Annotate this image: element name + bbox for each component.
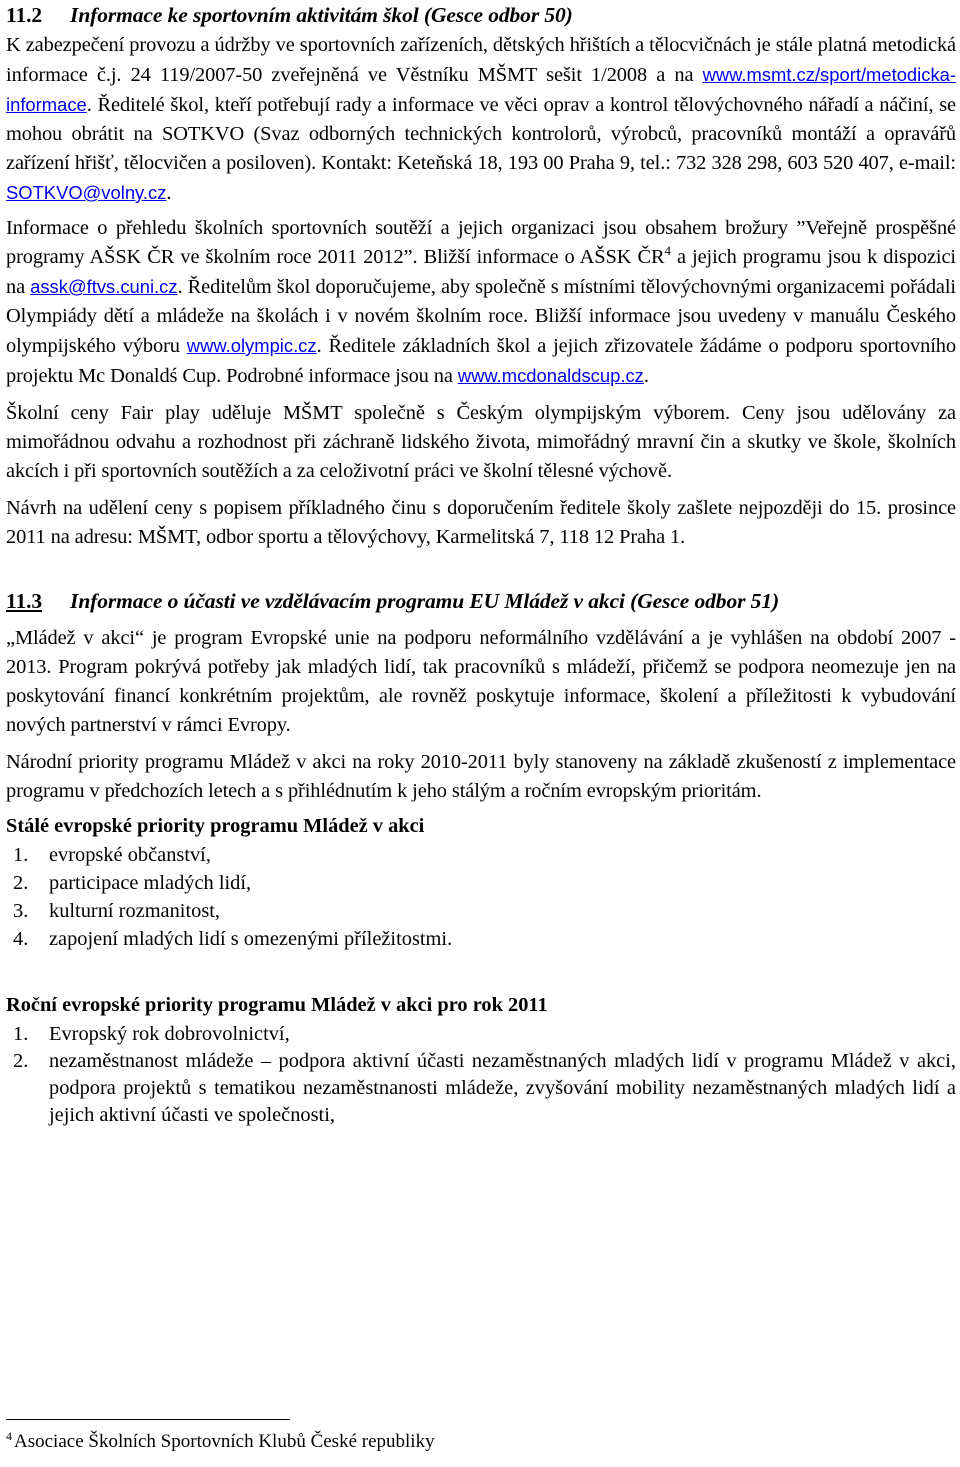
text-run: K zabezpečení provozu a údržby ve sportovních zařízeních, dětských hřištích a tělocvičnách je stále platná metodická informace č.j. 24 119/2007-50 zveřejněná ve Věstníku MŠMT sešit 1/2008 a na [6,34,956,86]
link-olympic[interactable]: www.olympic.cz [186,335,317,356]
list-index: 2. [13,1050,29,1072]
section-title: Informace o účasti ve vzdělávacím programu EU Mládež v akci (Gesce odbor 51) [70,589,780,613]
footnote-reference[interactable]: 4 [664,243,671,259]
text-run: . Ředitele základních škol a jejich zřizovatele žádáme o podporu sportovního projektu Mc Donaldś Cup. Podrobné informace jsou na [6,335,956,387]
list-item-text: evropské občanství, [49,844,211,866]
list-index: 1. [13,1023,29,1045]
footnote-number: 4 [6,1428,12,1443]
text-run: a jejich programu jsou k dispozici na [6,246,956,298]
list-item [13,1048,956,1129]
footnote-separator [6,1419,290,1420]
link-assk-email[interactable]: assk@ftvs.cuni.cz [30,276,178,297]
list-item [13,925,956,953]
list-item-text: nezaměstnanost mládeže – podpora aktivní účasti nezaměstnaných mladých lidí v programu Mládež v akci, podpora projektů s tematikou nezaměstnanosti mládeže, zvyšování mobility nezaměstnaných mladých lidí a jejich aktivní účasti ve společnosti, [49,1050,956,1126]
annual-priorities-heading: Roční evropské priority programu Mládež v akci pro rok 2011 [6,994,548,1016]
list-item-text: kulturní rozmanitost, [49,900,221,922]
section-number: 11.3 [6,589,43,613]
list-item-text: zapojení mladých lidí s omezenými příležitostmi. [49,928,453,950]
paragraph-national-priorities: Národní priority programu Mládež v akci na roky 2010-2011 byly stanoveny na základě zkušeností z implementace programu v předchozích letech a s přihlédnutím k jeho stálým a ročním evropským prioritám. [6,751,956,802]
list-index: 1. [13,844,29,866]
section-11-2-heading [6,1,956,29]
list-index: 3. [13,900,29,922]
list-index: 2. [13,872,29,894]
footnote-text: Asociace Školních Sportovních Klubů České republiky [14,1431,435,1452]
link-sotkvo-email[interactable]: SOTKVO@volny.cz [6,182,167,203]
text-run: . Ředitelům škol doporučujeme, aby společně s místními tělovýchovnými organizacemi pořádali Olympiády dětí a mládeže na školách i v novém školním roce. Bližší informace jsou uvedeny v manuálu Českého olympijského výboru [6,276,956,357]
section-11-3-heading [6,587,956,615]
permanent-priorities-heading: Stálé evropské priority programu Mládež v akci [6,815,425,837]
text-run: . [166,182,172,204]
list-index: 4. [13,928,29,950]
paragraph-nomination: Návrh na udělení ceny s popisem příkladného činu s doporučením ředitele školy zašlete nejpozději do 15. prosince 2011 na adresu: MŠMT, odbor sportu a tělovýchovy, Karmelitská 7, 118 12 Praha 1. [6,497,956,548]
list-item-text: Evropský rok dobrovolnictví, [49,1023,290,1045]
footnote [6,1430,435,1454]
permanent-priorities-list [6,841,956,953]
text-run: . [643,365,649,387]
link-msmt[interactable]: www.msmt.cz/sport/metodicka-informace [6,64,956,115]
list-item [13,897,956,925]
paragraph-school-competitions [6,214,956,391]
annual-priorities-list [6,1020,956,1129]
list-item-text: participace mladých lidí, [49,872,252,894]
link-mcdonaldscup[interactable]: www.mcdonaldscup.cz [457,365,644,386]
text-run: Informace o přehledu školních sportovních soutěží a jejich organizaci jsou obsahem brožury ”Veřejně prospěšné programy AŠSK ČR ve školním roce 2011 2012”. Bližší informace o AŠSK ČR [6,217,956,268]
document-page [6,0,956,1129]
section-number: 11.2 [6,3,43,27]
text-run: . Ředitelé škol, kteří potřebují rady a informace ve věci oprav a kontrol tělovýchovného nářadí a náčiní, se mohou obrátit na SOTKVO (Svaz odborných technických kontrolorů, výrobců, pracovníků montáží a opravářů zařízení hřišť, tělocvičen a posiloven). Kontakt: Keteňská 18, 193 00 Praha 9, tel.: 732 328 298, 603 520 407, e-mail: [6,94,956,174]
paragraph-fair-play: Školní ceny Fair play uděluje MŠMT společně s Českým olympijským výborem. Ceny jsou udělovány za mimořádnou odvahu a rozhodnost při záchraně lidského života, mimořádný mravní čin a skutky ve škole, školních akcích i při sportovních soutěžích a za celoživotní práci ve školní tělesné výchově. [6,402,956,482]
list-item [13,1020,956,1048]
list-item [13,841,956,869]
paragraph-youth-in-action: „Mládež v akci“ je program Evropské unie na podporu neformálního vzdělávání a je vyhlášen na období 2007 - 2013. Program pokrývá potřeby jak mladých lidí, tak pracovníků s mládeží, přičemž se podpora neomezuje jen na poskytování financí konkrétním projektům, ale rovněž poskytuje informace, školení a příležitosti k vybudování nových partnerství v rámci Evropy. [6,627,956,736]
paragraph-maintenance-info [6,31,956,208]
list-item [13,869,956,897]
section-title: Informace ke sportovním aktivitám škol (Gesce odbor 50) [70,3,573,27]
